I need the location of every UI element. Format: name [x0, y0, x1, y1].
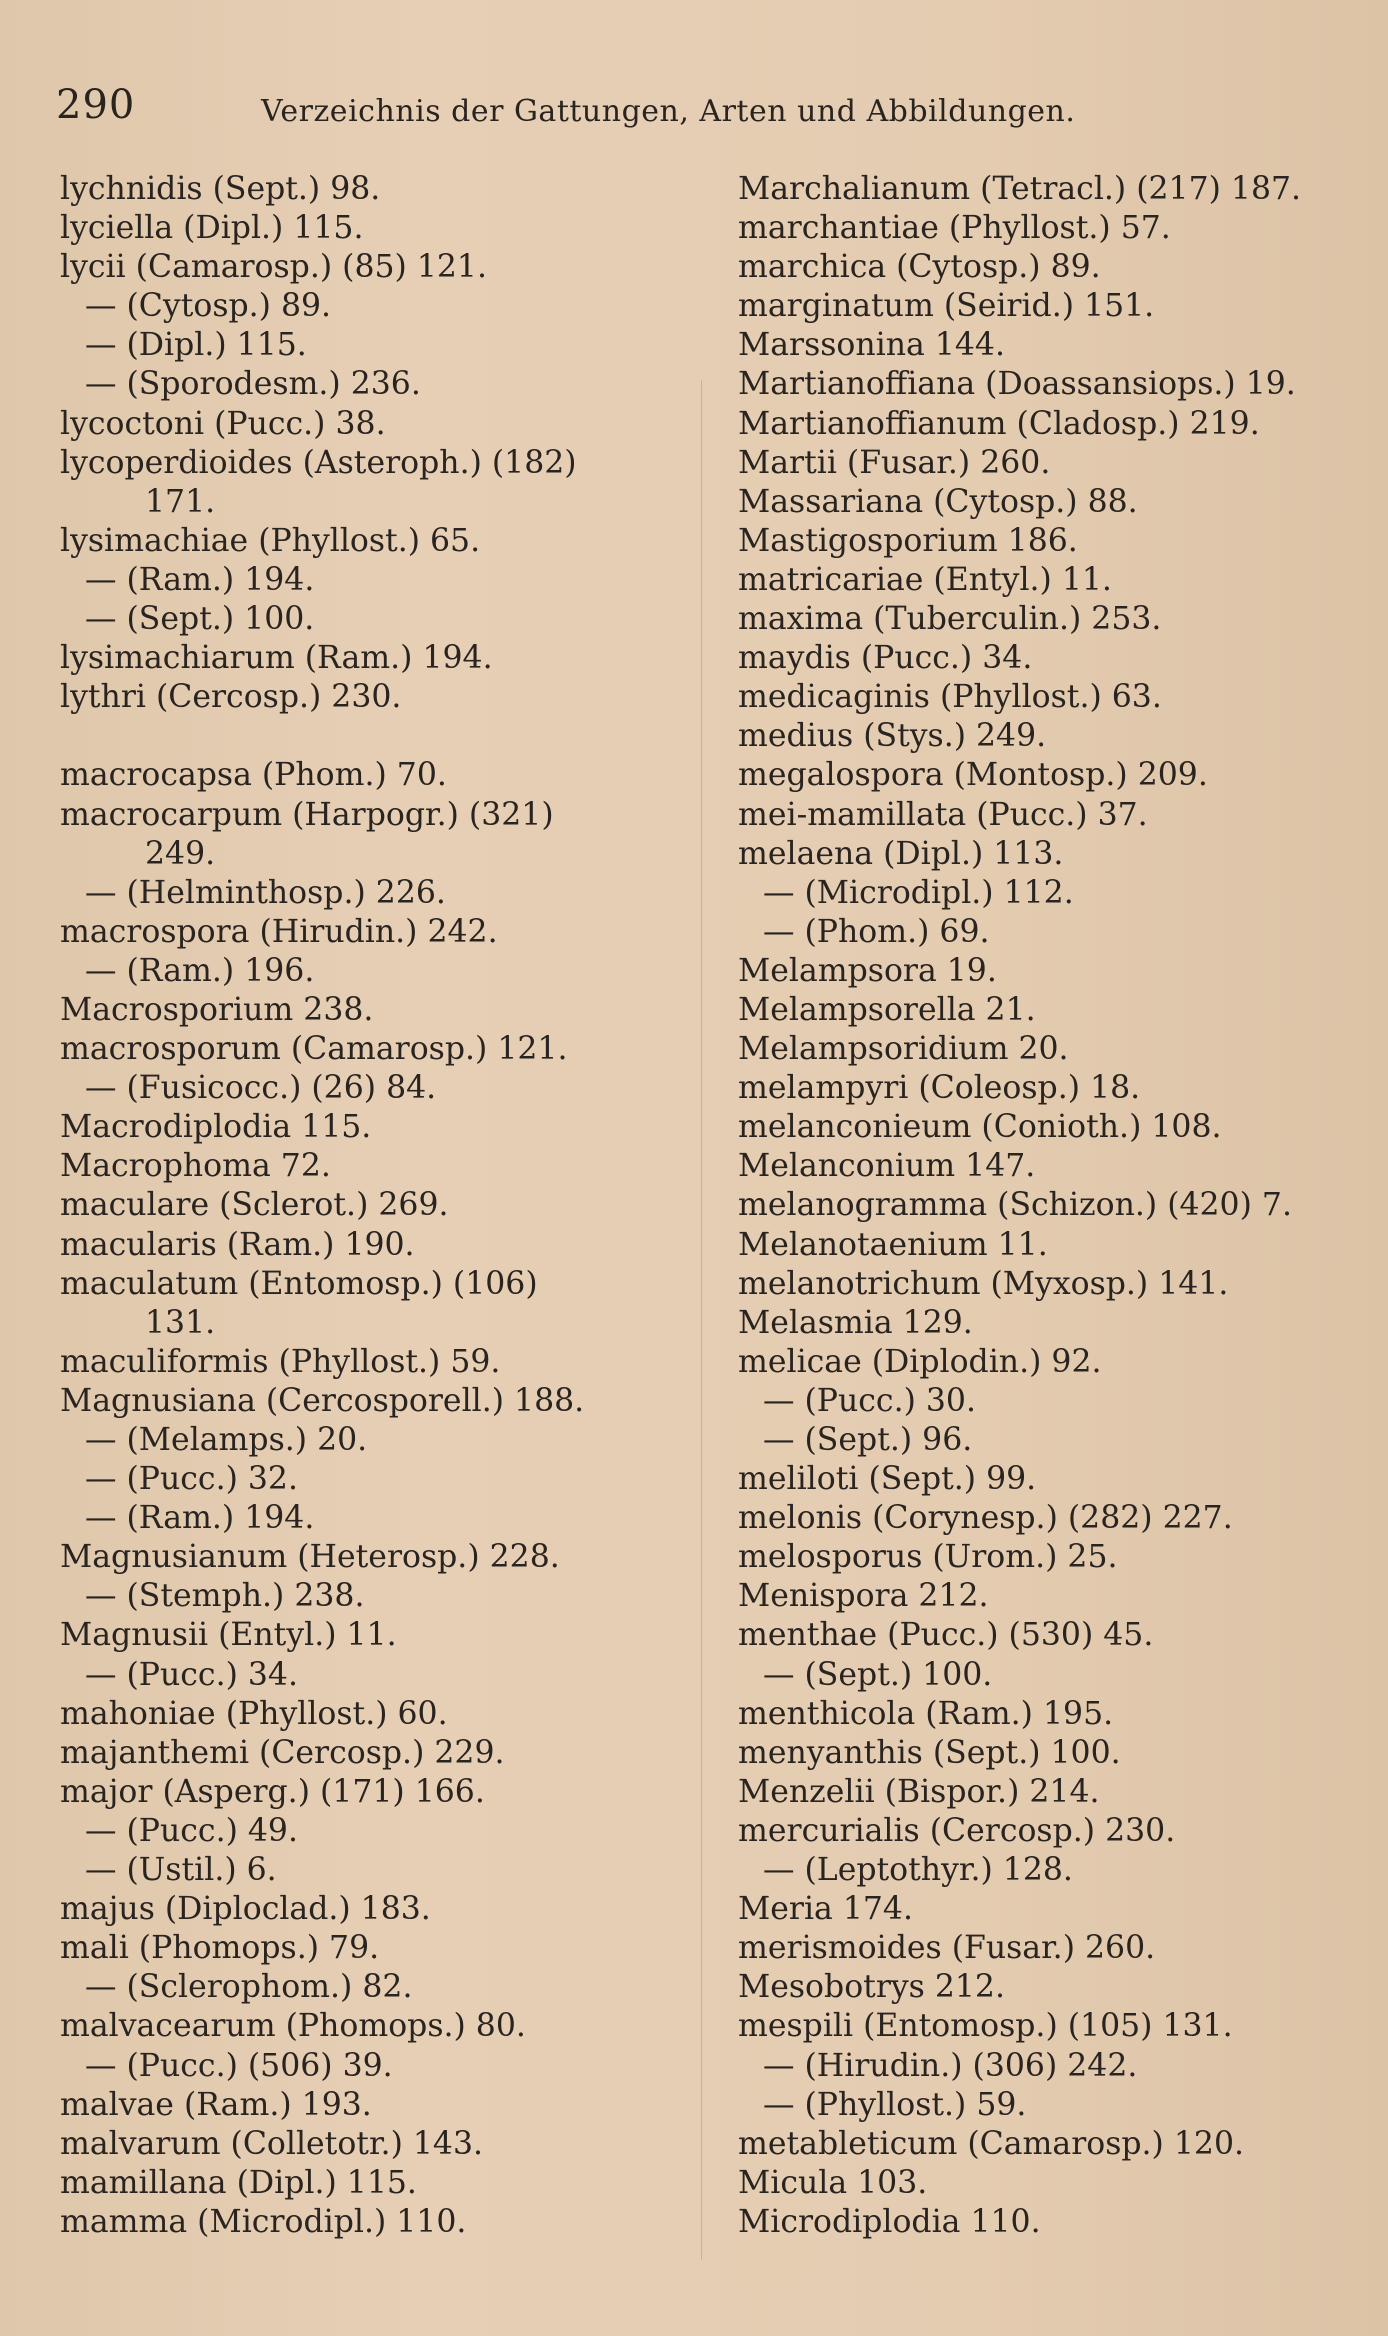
index-entry: mamma (Microdipl.) 110. — [60, 2203, 467, 2240]
index-entry: — (Leptothyr.) 128. — [763, 1852, 1073, 1889]
index-entry: — (Ustil.) 6. — [85, 1852, 277, 1889]
index-entry: Massariana (Cytosp.) 88. — [738, 483, 1138, 520]
index-entry: — (Pucc.) 30. — [763, 1382, 976, 1419]
index-entry: malvacearum (Phomops.) 80. — [60, 2008, 526, 2045]
index-entry: macularis (Ram.) 190. — [60, 1226, 415, 1263]
index-entry: — (Ram.) 196. — [85, 952, 315, 989]
index-entry: Melanconium 147. — [738, 1148, 1036, 1185]
index-entry: mahoniae (Phyllost.) 60. — [60, 1695, 448, 1732]
index-entry: lycoctoni (Pucc.) 38. — [60, 405, 386, 442]
index-entry: lycii (Camarosp.) (85) 121. — [60, 249, 487, 286]
index-entry: Martii (Fusar.) 260. — [738, 444, 1051, 481]
index-entry: lysimachiarum (Ram.) 194. — [60, 640, 493, 677]
index-entry: mercurialis (Cercosp.) 230. — [738, 1812, 1176, 1849]
index-entry: majus (Diploclad.) 183. — [60, 1891, 431, 1928]
index-entry: Melanotaenium 11. — [738, 1226, 1048, 1263]
index-entry: — (Stemph.) 238. — [85, 1578, 365, 1615]
index-entry: malvarum (Colletotr.) 143. — [60, 2125, 484, 2162]
index-entry: — (Hirudin.) (306) 242. — [763, 2047, 1138, 2084]
index-entry: — (Cytosp.) 89. — [85, 288, 332, 325]
index-entry: macrocapsa (Phom.) 70. — [60, 757, 447, 794]
index-entry: — (Pucc.) 49. — [85, 1812, 298, 1849]
page-header — [56, 82, 1356, 132]
index-entry: mamillana (Dipl.) 115. — [60, 2164, 417, 2201]
index-entry: melampyri (Coleosp.) 18. — [738, 1070, 1141, 1107]
column-divider — [701, 380, 702, 2260]
index-entry: 249. — [145, 835, 216, 872]
index-entry: Marssonina 144. — [738, 327, 1005, 364]
index-entry: — (Pucc.) 32. — [85, 1461, 298, 1498]
index-entry: — (Ram.) 194. — [85, 1500, 315, 1537]
index-entry: megalospora (Montosp.) 209. — [738, 757, 1208, 794]
index-entry: menyanthis (Sept.) 100. — [738, 1734, 1121, 1771]
index-entry: macrocarpum (Harpogr.) (321) — [60, 796, 554, 833]
index-entry: mespili (Entomosp.) (105) 131. — [738, 2008, 1233, 2045]
index-entry: Marchalianum (Tetracl.) (217) 187. — [738, 171, 1302, 207]
index-entry: maculare (Sclerot.) 269. — [60, 1187, 449, 1224]
index-entry: medius (Stys.) 249. — [738, 718, 1047, 755]
index-entry: — (Pucc.) (506) 39. — [85, 2047, 393, 2084]
index-entry: Magnusiana (Cercosporell.) 188. — [60, 1382, 585, 1419]
index-entry: — (Dipl.) 115. — [85, 327, 307, 364]
index-column-left — [60, 170, 690, 2242]
index-entry: marchica (Cytosp.) 89. — [738, 249, 1101, 286]
section-gap — [60, 717, 690, 756]
index-entry: Meria 174. — [738, 1891, 913, 1928]
index-entry: Mesobotrys 212. — [738, 1969, 1005, 2006]
index-entry: — (Phom.) 69. — [763, 913, 990, 950]
page-number: 290 — [56, 82, 136, 128]
index-entry: Martianoffiana (Doassansiops.) 19. — [738, 366, 1296, 403]
index-entry: melonis (Corynesp.) (282) 227. — [738, 1500, 1233, 1537]
index-entry: Menispora 212. — [738, 1578, 989, 1615]
index-entry: maxima (Tuberculin.) 253. — [738, 601, 1162, 638]
index-entry: Microdiplodia 110. — [738, 2203, 1041, 2240]
index-entry: Menzelii (Bispor.) 214. — [738, 1773, 1100, 1810]
index-entry: Melasmia 129. — [738, 1304, 973, 1341]
index-column-right — [738, 170, 1368, 2242]
index-entry: — (Sept.) 100. — [85, 601, 315, 638]
index-entry: macrospora (Hirudin.) 242. — [60, 913, 498, 950]
index-entry: major (Asperg.) (171) 166. — [60, 1773, 485, 1810]
index-entry: lyciella (Dipl.) 115. — [60, 210, 364, 247]
index-entry: — (Ram.) 194. — [85, 561, 315, 598]
running-title: Verzeichnis der Gattungen, Arten und Abbildungen. — [261, 94, 1076, 129]
index-entry: marchantiae (Phyllost.) 57. — [738, 210, 1171, 247]
index-entry: lycoperdioides (Asteroph.) (182) — [60, 444, 577, 481]
index-entry: — (Microdipl.) 112. — [763, 874, 1074, 911]
index-entry: 171. — [145, 483, 216, 520]
index-entry: medicaginis (Phyllost.) 63. — [738, 679, 1162, 716]
index-entry: metableticum (Camarosp.) 120. — [738, 2125, 1244, 2162]
index-entry: — (Sporodesm.) 236. — [85, 366, 421, 403]
index-entry: melanogramma (Schizon.) (420) 7. — [738, 1187, 1292, 1224]
index-entry: majanthemi (Cercosp.) 229. — [60, 1734, 505, 1771]
index-entry: Micula 103. — [738, 2164, 928, 2201]
index-entry: — (Melamps.) 20. — [85, 1422, 368, 1458]
index-entry: malvae (Ram.) 193. — [60, 2086, 372, 2123]
index-entry: Macrosporium 238. — [60, 991, 374, 1028]
index-entry: mali (Phomops.) 79. — [60, 1930, 380, 1967]
index-entry: — (Helminthosp.) 226. — [85, 874, 446, 911]
index-entry: lythri (Cercosp.) 230. — [60, 679, 402, 716]
index-entry: marginatum (Seirid.) 151. — [738, 288, 1155, 325]
index-entry: melanotrichum (Myxosp.) 141. — [738, 1265, 1229, 1302]
index-entry: maculiformis (Phyllost.) 59. — [60, 1343, 501, 1380]
index-entry: menthae (Pucc.) (530) 45. — [738, 1617, 1154, 1654]
index-entry: melicae (Diplodin.) 92. — [738, 1343, 1102, 1380]
index-entry: Magnusii (Entyl.) 11. — [60, 1617, 397, 1654]
index-entry: melaena (Dipl.) 113. — [738, 835, 1064, 872]
index-entry: macrosporum (Camarosp.) 121. — [60, 1031, 568, 1068]
index-entry: meliloti (Sept.) 99. — [738, 1461, 1037, 1498]
index-entry: Magnusianum (Heterosp.) 228. — [60, 1539, 560, 1576]
index-entry: lychnidis (Sept.) 98. — [60, 171, 381, 207]
index-entry: — (Pucc.) 34. — [85, 1656, 298, 1693]
index-entry: maydis (Pucc.) 34. — [738, 640, 1033, 677]
index-entry: — (Fusicocc.) (26) 84. — [85, 1070, 437, 1107]
index-entry: menthicola (Ram.) 195. — [738, 1695, 1114, 1732]
index-entry: melanconieum (Conioth.) 108. — [738, 1109, 1222, 1146]
index-entry: 131. — [145, 1304, 216, 1341]
index-entry: Melampsorella 21. — [738, 991, 1036, 1028]
index-entry: melosporus (Urom.) 25. — [738, 1539, 1118, 1576]
index-entry: matricariae (Entyl.) 11. — [738, 561, 1112, 598]
index-entry: Macrodiplodia 115. — [60, 1109, 372, 1146]
index-entry: Martianoffianum (Cladosp.) 219. — [738, 405, 1260, 442]
index-entry: — (Sept.) 96. — [763, 1422, 973, 1458]
index-entry: merismoides (Fusar.) 260. — [738, 1930, 1156, 1967]
index-entry: — (Sept.) 100. — [763, 1656, 993, 1693]
index-entry: — (Sclerophom.) 82. — [85, 1969, 413, 2006]
index-entry: lysimachiae (Phyllost.) 65. — [60, 522, 481, 559]
index-entry: Macrophoma 72. — [60, 1148, 331, 1185]
index-entry: Mastigosporium 186. — [738, 522, 1078, 559]
index-entry: Melampsora 19. — [738, 952, 997, 989]
index-entry: mei-mamillata (Pucc.) 37. — [738, 796, 1148, 833]
index-entry: maculatum (Entomosp.) (106) — [60, 1265, 538, 1302]
index-entry: — (Phyllost.) 59. — [763, 2086, 1027, 2123]
index-entry: Melampsoridium 20. — [738, 1031, 1069, 1068]
